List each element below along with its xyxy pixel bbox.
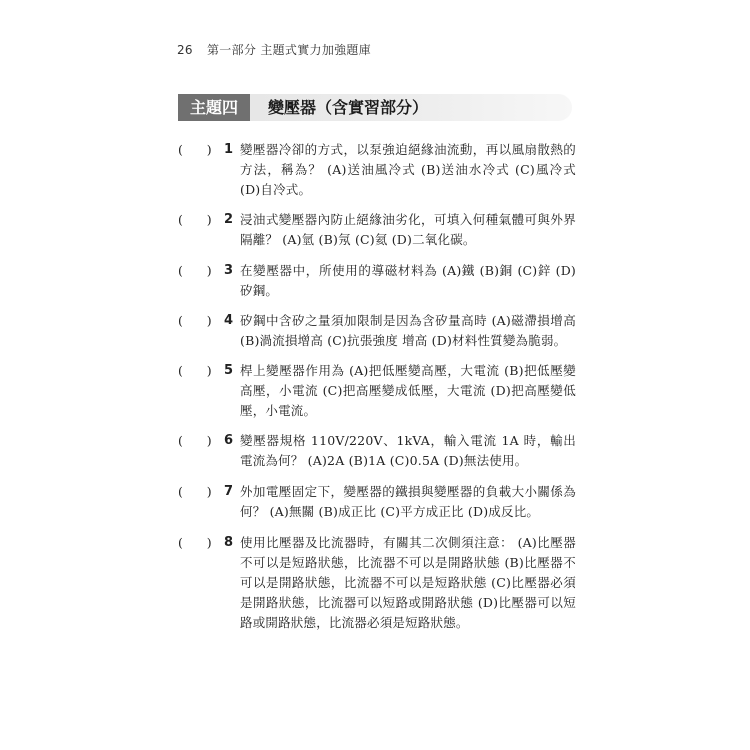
- answer-bracket: ( ): [178, 484, 212, 499]
- page-number: 26: [177, 43, 193, 57]
- running-title: 第一部分 主題式實力加強題庫: [207, 43, 372, 57]
- answer-bracket: ( ): [178, 313, 212, 328]
- question-text: 浸油式變壓器內防止絕緣油劣化，可填入何種氣體可與外界隔離？ (A)氫 (B)氖 (C)氦 (D)二氧化碳。: [240, 212, 576, 247]
- question-text: 使用比壓器及比流器時，有關其二次側須注意： (A)比壓器不可以是短路狀態，比流器不可以是開路狀態 (B)比壓器不可以是開路狀態，比流器不可以是短路狀態 (C)比壓器必須是開路狀態，比流器可以短路或開路狀態 (D)比壓器可以短路或開路狀態，比流器必須是短路狀態。: [240, 535, 576, 630]
- answer-bracket: ( ): [178, 212, 212, 227]
- question-number: 4: [224, 313, 234, 328]
- question-number: 8: [224, 535, 234, 550]
- question-text: 在變壓器中，所使用的導磁材料為 (A)鐵 (B)銅 (C)鋅 (D)矽鋼。: [240, 263, 576, 298]
- question-number: 1: [224, 142, 234, 157]
- answer-bracket: ( ): [178, 535, 212, 550]
- question-number: 5: [224, 363, 234, 378]
- answer-bracket: ( ): [178, 263, 212, 278]
- question-number: 7: [224, 484, 234, 499]
- question-text: 矽鋼中含矽之量須加限制是因為含矽量高時 (A)磁滯損增高 (B)渦流損增高 (C)抗張強度 增高 (D)材料性質變為脆弱。: [240, 313, 576, 348]
- topic-title: 變壓器（含實習部分）: [268, 98, 429, 117]
- question-number: 6: [224, 433, 234, 448]
- topic-heading-bar: [178, 94, 572, 121]
- page-header: [177, 41, 371, 58]
- topic-badge: 主題四: [178, 94, 250, 121]
- answer-bracket: ( ): [178, 433, 212, 448]
- question-text: 變壓器冷卻的方式，以泵強迫絕緣油流動，再以風扇散熱的方法，稱為？ (A)送油風冷式 (B)送油水冷式 (C)風冷式 (D)自冷式。: [240, 142, 576, 197]
- question-text: 桿上變壓器作用為 (A)把低壓變高壓，大電流 (B)把低壓變高壓，小電流 (C)把高壓變成低壓，大電流 (D)把高壓變低壓，小電流。: [240, 363, 576, 418]
- answer-bracket: ( ): [178, 363, 212, 378]
- question-number: 2: [224, 212, 234, 227]
- question-number: 3: [224, 263, 234, 278]
- question-text: 外加電壓固定下，變壓器的鐵損與變壓器的負載大小關係為何？ (A)無關 (B)成正比 (C)平方成正比 (D)成反比。: [240, 484, 576, 519]
- question-text: 變壓器規格 110V/220V、1kVA，輸入電流 1A 時，輸出電流為何？ (A)2A (B)1A (C)0.5A (D)無法使用。: [240, 433, 576, 468]
- answer-bracket: ( ): [178, 142, 212, 157]
